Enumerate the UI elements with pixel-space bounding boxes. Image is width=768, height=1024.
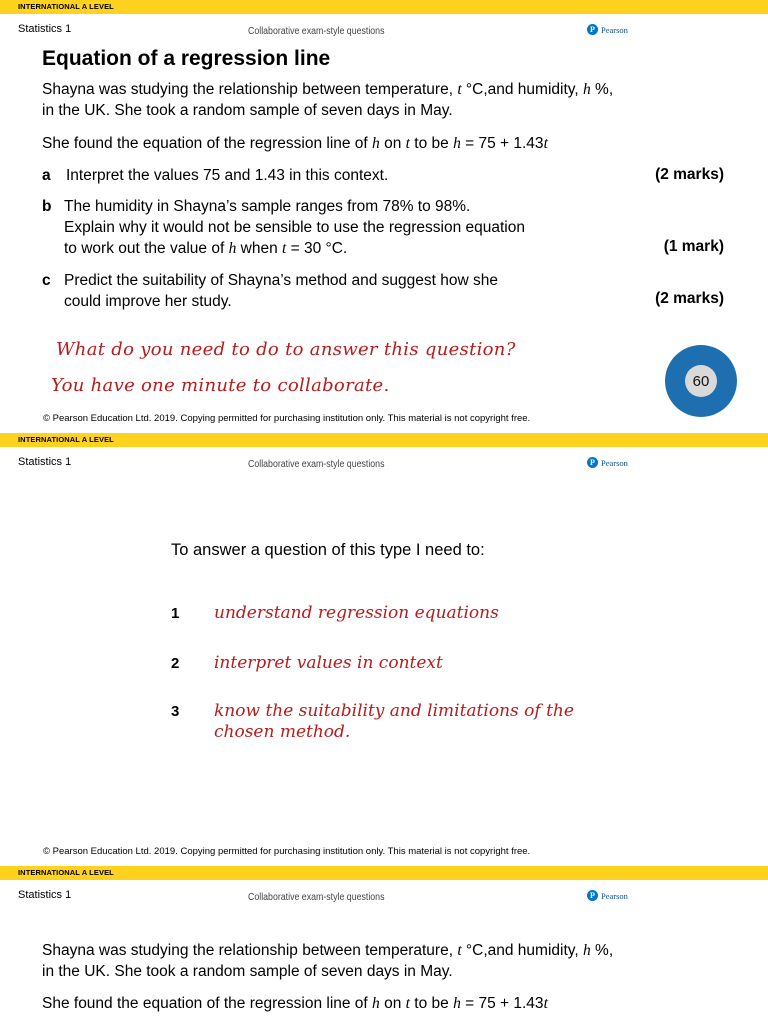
step-text: understand regression equations (214, 603, 499, 623)
question-text: to work out the value of (64, 240, 229, 257)
variable-t: t (405, 135, 410, 152)
equation-text: on (379, 995, 406, 1012)
intro-text: in the UK. She took a random sample of seven days in May. (42, 963, 453, 980)
question-text: Predict the suitability of Shayna’s method and suggest how she (64, 272, 498, 289)
variable-t: t (282, 240, 287, 257)
variable-t: t (543, 135, 548, 152)
header-band (0, 0, 768, 14)
subject-label: Statistics 1 (18, 456, 72, 468)
equation-text: on (379, 135, 406, 152)
question-text: could improve her study. (64, 293, 232, 310)
variable-t: t (457, 942, 462, 959)
intro-paragraph (42, 79, 613, 121)
slide-subtitle: Collaborative exam-style questions (248, 892, 385, 903)
question-letter: b (42, 198, 52, 215)
variable-h: h (372, 135, 380, 152)
page-title: Equation of a regression line (42, 47, 331, 70)
equation-text: to be (409, 995, 454, 1012)
pearson-logo-icon: P (587, 457, 598, 468)
pearson-logo-text: Pearson (601, 24, 628, 35)
copyright-footer: © Pearson Education Ltd. 2019. Copying permitted for purchasing institution only. This material is not copyright free. (43, 846, 531, 857)
pearson-logo (587, 457, 628, 468)
slide-1 (0, 0, 768, 433)
pearson-logo-icon: P (587, 24, 598, 35)
equation-text: She found the equation of the regression line of (42, 995, 373, 1012)
copyright-footer: © Pearson Education Ltd. 2019. Copying permitted for purchasing institution only. This material is not copyright free. (43, 413, 531, 424)
intro-text: %, (590, 81, 614, 98)
question-text: The humidity in Shayna’s sample ranges from 78% to 98%. (64, 198, 471, 215)
variable-t: t (457, 81, 462, 98)
subject-label: Statistics 1 (18, 23, 72, 35)
question-letter: c (42, 272, 51, 289)
question-letter: a (42, 167, 51, 184)
equation-text: = 75 + 1.43 (460, 135, 544, 152)
header-band-label: INTERNATIONAL A LEVEL (18, 435, 114, 444)
marks-a: (2 marks) (655, 166, 724, 183)
collaboration-time-note: You have one minute to collaborate. (51, 375, 390, 396)
pearson-logo (587, 24, 628, 35)
equation-text: She found the equation of the regression line of (42, 135, 373, 152)
intro-text: °C,and humidity, (461, 81, 583, 98)
step-text: know the suitability and limitations of the chosen method. (214, 701, 574, 742)
countdown-timer (665, 345, 737, 417)
variable-h: h (228, 240, 237, 257)
collaboration-prompt: What do you need to do to answer this question? (56, 339, 516, 360)
slide-subtitle: Collaborative exam-style questions (248, 26, 385, 37)
pearson-logo (587, 890, 628, 901)
slide-subtitle: Collaborative exam-style questions (248, 459, 385, 470)
header-band (0, 866, 768, 880)
subject-label: Statistics 1 (18, 889, 72, 901)
slide-3 (0, 866, 768, 1024)
header-band-label: INTERNATIONAL A LEVEL (18, 2, 114, 11)
slide-2 (0, 433, 768, 866)
step-number: 3 (171, 703, 180, 720)
variable-t: t (543, 995, 548, 1012)
intro-text: Shayna was studying the relationship between temperature, (42, 942, 458, 959)
step-number: 1 (171, 605, 180, 622)
intro-text: °C,and humidity, (461, 942, 583, 959)
variable-h: h (453, 135, 461, 152)
intro-text: %, (590, 942, 614, 959)
intro-text: Shayna was studying the relationship between temperature, (42, 81, 458, 98)
variable-h: h (582, 942, 591, 959)
pearson-logo-text: Pearson (601, 890, 628, 901)
variable-h: h (453, 995, 461, 1012)
header-band-label: INTERNATIONAL A LEVEL (18, 868, 114, 877)
intro-paragraph (42, 940, 613, 982)
timer-value: 60 (685, 365, 717, 397)
regression-equation-paragraph (42, 993, 548, 1014)
equation-text: to be (409, 135, 454, 152)
step-number: 2 (171, 655, 180, 672)
header-band (0, 433, 768, 447)
marks-b: (1 mark) (663, 238, 724, 255)
intro-text: in the UK. She took a random sample of seven days in May. (42, 102, 453, 119)
variable-h: h (372, 995, 380, 1012)
step-text: interpret values in context (214, 653, 443, 673)
question-text: Explain why it would not be sensible to use the regression equation (64, 219, 525, 236)
variable-t: t (405, 995, 410, 1012)
regression-equation-paragraph (42, 133, 548, 154)
answer-steps-heading: To answer a question of this type I need to: (171, 541, 485, 559)
pearson-logo-icon: P (587, 890, 598, 901)
equation-text: = 75 + 1.43 (460, 995, 544, 1012)
question-text: when (236, 240, 282, 257)
question-text: Interpret the values 75 and 1.43 in this context. (66, 167, 389, 184)
variable-h: h (582, 81, 591, 98)
pearson-logo-text: Pearson (601, 457, 628, 468)
marks-c: (2 marks) (655, 290, 724, 307)
question-text: = 30 °C. (286, 240, 348, 257)
